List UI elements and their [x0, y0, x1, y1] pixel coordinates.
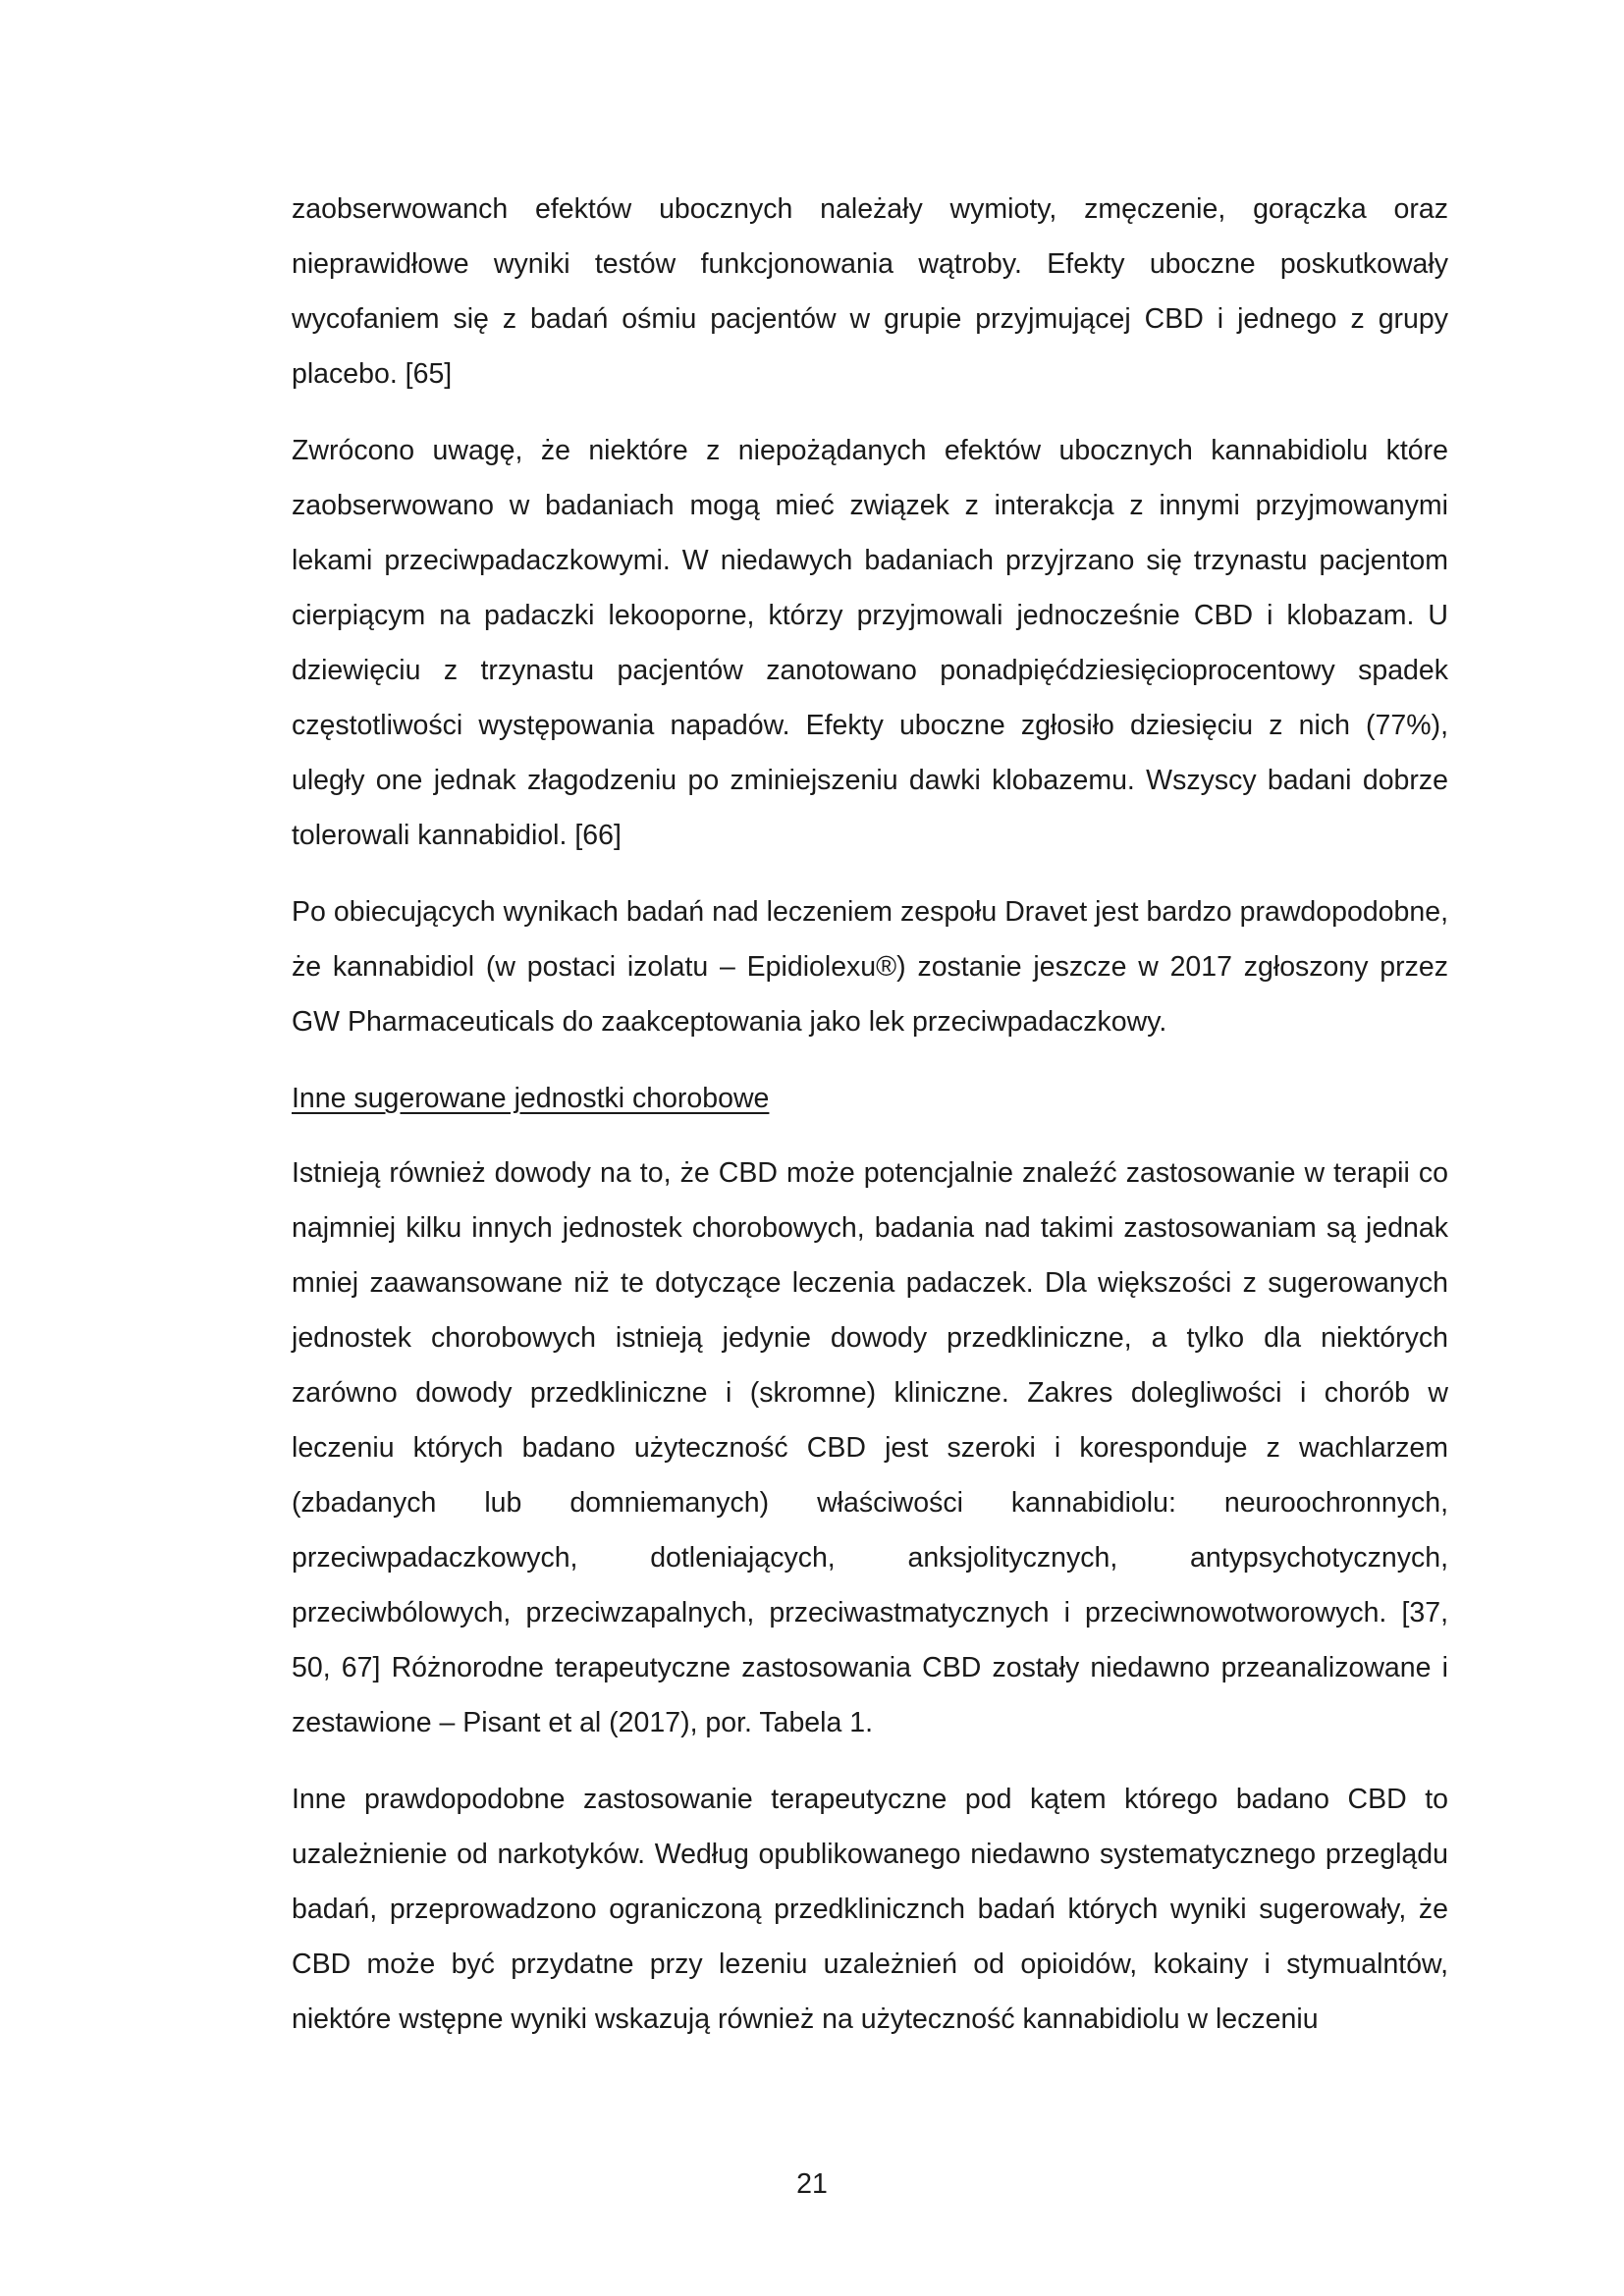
paragraph-other-conditions: Istnieją również dowody na to, że CBD może potencjalnie znaleźć zastosowanie w terapii co najmniej kilku innych jednostek chorobowych, badania nad takimi zastosowaniam są jednak mniej zaawansowane niż te dotyczące leczenia padaczek. Dla większości z sugerowanych jednostek chorobowych istnieją jedynie dowody przedkliniczne, a tylko dla niektórych zarówno dowody przedkliniczne i (skromne) kliniczne. Zakres dolegliwości i chorób w leczeniu których badano użyteczność CBD jest szeroki i koresponduje z wachlarzem (zbadanych lub domniemanych) właściwości kannabidiolu: neuroochronnych, przeciwpadaczkowych, dotleniających, anksjolitycznych, antypsychotycznych, przeciwbólowych, przeciwzapalnych, przeciwastmatycznych i przeciwnowotworowych. [37, 50, 67] Różnorodne terapeutyczne zastosowania CBD zostały niedawno przeanalizowane i zestawione – Pisant et al (2017), por. Tabela 1. — [292, 1157, 1448, 1738]
paragraph-addiction: Inne prawdopodobne zastosowanie terapeutyczne pod kątem którego badano CBD to uzależnienie od narkotyków. Według opublikowanego niedawno systematycznego przeglądu badań, przeprowadzono ograniczoną przedklinicznch badań których wyniki sugerowały, że CBD może być przydatne przy lezeniu uzależnień od opioidów, kokainy i stymualntów, niektóre wstępne wyniki wskazują również na użyteczność kannabidiolu w leczeniu — [292, 1784, 1448, 2035]
paragraph-drug-interactions: Zwrócono uwagę, że niektóre z niepożądanych efektów ubocznych kannabidiolu które zaobserwowano w badaniach mogą mieć związek z interakcja z innymi przyjmowanymi lekami przeciwpadaczkowymi. W niedawych badaniach przyjrzano się trzynastu pacjentom cierpiącym na padaczki lekooporne, którzy przyjmowali jednocześnie CBD i klobazam. U dziewięciu z trzynastu pacjentów zanotowano ponadpięćdziesięcioprocentowy spadek częstotliwości występowania napadów. Efekty uboczne zgłosiło dziesięciu z nich (77%), uległy one jednak złagodzeniu po zminiejszeniu dawki klobazemu. Wszyscy badani dobrze tolerowali kannabidiol. [66] — [292, 435, 1448, 851]
page-number: 21 — [796, 2168, 828, 2200]
paragraph-side-effects: zaobserwowanch efektów ubocznych należały wymioty, zmęczenie, gorączka oraz nieprawidłowe wyniki testów funkcjonowania wątroby. Efekty uboczne poskutkowały wycofaniem się z badań ośmiu pacjentów w grupie przyjmującej CBD i jednego z grupy placebo. [65] — [292, 193, 1448, 390]
section-subheading: Inne sugerowane jednostki chorobowe — [292, 1083, 770, 1114]
paragraph-dravet-outlook: Po obiecujących wynikach badań nad leczeniem zespołu Dravet jest bardzo prawdopodobne, że kannabidiol (w postaci izolatu – Epidiolexu®) zostanie jeszcze w 2017 zgłoszony przez GW Pharmaceuticals do zaakceptowania jako lek przeciwpadaczkowy. — [292, 896, 1448, 1038]
document-body — [292, 182, 1448, 2068]
